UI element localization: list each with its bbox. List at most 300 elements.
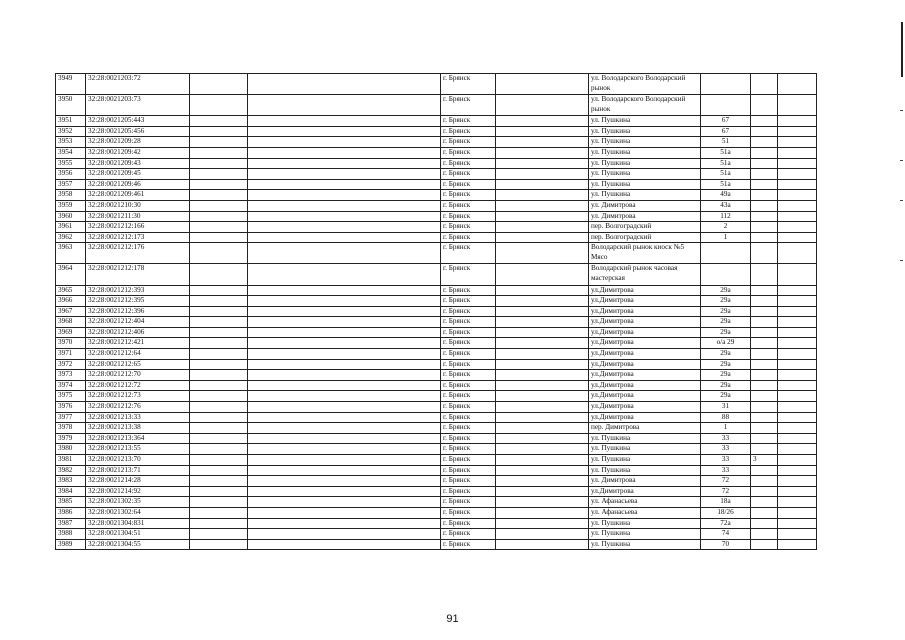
table-cell: ул.Димитрова	[589, 391, 701, 402]
table-cell: г. Брянск	[441, 169, 496, 180]
table-cell: Володарский рынок часовая мастерская	[589, 264, 701, 285]
table-cell	[778, 507, 817, 518]
table-cell: 32:28:0021212:176	[86, 243, 190, 264]
table-cell	[190, 455, 248, 466]
table-cell	[778, 190, 817, 201]
table-cell	[248, 285, 441, 296]
table-cell	[496, 476, 589, 487]
table-cell	[190, 370, 248, 381]
table-cell	[751, 338, 778, 349]
table-cell: г. Брянск	[441, 116, 496, 127]
table-cell: 3951	[56, 116, 86, 127]
table-row	[56, 243, 817, 264]
table-cell: ул.Димитрова	[589, 359, 701, 370]
table-cell: г. Брянск	[441, 412, 496, 423]
table-row	[56, 529, 817, 540]
table-row	[56, 179, 817, 190]
table-cell: 33	[701, 455, 751, 466]
table-cell	[778, 349, 817, 360]
table-cell: г. Брянск	[441, 391, 496, 402]
table-cell: 3988	[56, 529, 86, 540]
table-cell	[778, 243, 817, 264]
table-cell: 72	[701, 486, 751, 497]
table-cell: 32:28:0021302:35	[86, 497, 190, 508]
table-cell: 2	[701, 222, 751, 233]
table-cell: г. Брянск	[441, 327, 496, 338]
table-cell	[778, 476, 817, 487]
table-cell: 88	[701, 412, 751, 423]
table-cell	[778, 137, 817, 148]
registry-table	[55, 73, 817, 550]
table-cell: 51а	[701, 158, 751, 169]
table-row	[56, 486, 817, 497]
table-row	[56, 222, 817, 233]
table-cell	[248, 116, 441, 127]
table-cell: 51а	[701, 147, 751, 158]
table-cell	[751, 433, 778, 444]
table-cell: г. Брянск	[441, 211, 496, 222]
table-cell	[190, 327, 248, 338]
table-cell: Володарский рынок киоск №5 Мясо	[589, 243, 701, 264]
table-cell	[190, 147, 248, 158]
table-cell	[190, 169, 248, 180]
table-cell	[778, 327, 817, 338]
table-cell: 18/26	[701, 507, 751, 518]
table-cell	[248, 412, 441, 423]
table-cell	[248, 137, 441, 148]
table-cell	[496, 158, 589, 169]
table-cell	[778, 433, 817, 444]
table-cell	[778, 317, 817, 328]
table-cell: 32:28:0021213:33	[86, 412, 190, 423]
table-cell	[496, 169, 589, 180]
table-cell	[701, 95, 751, 116]
table-cell: 3961	[56, 222, 86, 233]
table-cell: 3969	[56, 327, 86, 338]
table-cell	[496, 296, 589, 307]
table-cell	[248, 349, 441, 360]
table-cell	[190, 232, 248, 243]
table-cell	[190, 95, 248, 116]
table-cell	[751, 539, 778, 550]
table-cell	[248, 402, 441, 413]
table-cell: 32:28:0021213:364	[86, 433, 190, 444]
table-row	[56, 137, 817, 148]
table-cell: ул.Димитрова	[589, 317, 701, 328]
table-row	[56, 264, 817, 285]
table-cell: г. Брянск	[441, 137, 496, 148]
table-row	[56, 158, 817, 169]
table-cell: г. Брянск	[441, 486, 496, 497]
table-cell: 33	[701, 433, 751, 444]
table-cell: 32:28:0021203:72	[86, 74, 190, 95]
table-cell: 72а	[701, 518, 751, 529]
table-cell: 29а	[701, 285, 751, 296]
table-cell: 18а	[701, 497, 751, 508]
table-cell: г. Брянск	[441, 179, 496, 190]
table-cell: г. Брянск	[441, 190, 496, 201]
table-cell	[190, 222, 248, 233]
table-cell: ул.Димитрова	[589, 285, 701, 296]
table-cell: 3966	[56, 296, 86, 307]
table-cell: 1	[701, 232, 751, 243]
table-cell	[248, 147, 441, 158]
table-cell: г. Брянск	[441, 317, 496, 328]
table-cell	[496, 349, 589, 360]
table-cell: 72	[701, 476, 751, 487]
table-row	[56, 465, 817, 476]
table-cell: 3971	[56, 349, 86, 360]
table-cell: 32:28:0021209:461	[86, 190, 190, 201]
table-cell	[248, 222, 441, 233]
table-cell: 32:28:0021304:51	[86, 529, 190, 540]
page-number: 91	[446, 613, 459, 625]
table-cell	[496, 433, 589, 444]
table-cell: 32:28:0021209:42	[86, 147, 190, 158]
table-cell	[778, 412, 817, 423]
table-cell	[248, 190, 441, 201]
table-cell	[751, 306, 778, 317]
table-cell	[496, 116, 589, 127]
table-cell	[778, 74, 817, 95]
table-cell	[751, 158, 778, 169]
table-cell	[751, 285, 778, 296]
table-cell: 3980	[56, 444, 86, 455]
table-row	[56, 380, 817, 391]
table-cell: ул. Пушкина	[589, 529, 701, 540]
table-cell	[248, 200, 441, 211]
table-cell: г. Брянск	[441, 338, 496, 349]
table-cell: ул. Пушкина	[589, 433, 701, 444]
table-row	[56, 74, 817, 95]
table-cell	[496, 179, 589, 190]
table-cell: 32:28:0021209:43	[86, 158, 190, 169]
table-row	[56, 412, 817, 423]
table-cell: ул. Пушкина	[589, 158, 701, 169]
table-cell	[190, 359, 248, 370]
table-cell	[751, 402, 778, 413]
table-cell: 51	[701, 137, 751, 148]
table-cell: ул. Пушкина	[589, 137, 701, 148]
table-row	[56, 338, 817, 349]
table-cell: 32:28:0021209:28	[86, 137, 190, 148]
table-cell: 29а	[701, 317, 751, 328]
table-cell: 32:28:0021205:456	[86, 126, 190, 137]
table-row	[56, 444, 817, 455]
table-cell	[778, 465, 817, 476]
table-cell	[751, 147, 778, 158]
table-cell	[248, 158, 441, 169]
table-cell: 67	[701, 116, 751, 127]
table-cell	[190, 190, 248, 201]
table-cell: 3964	[56, 264, 86, 285]
table-cell	[778, 539, 817, 550]
table-cell	[248, 529, 441, 540]
table-cell: 3986	[56, 507, 86, 518]
table-cell: 51а	[701, 179, 751, 190]
table-cell	[496, 486, 589, 497]
table-cell	[190, 137, 248, 148]
table-cell	[751, 190, 778, 201]
table-cell: ул.Димитрова	[589, 306, 701, 317]
table-cell	[701, 264, 751, 285]
table-cell: 29а	[701, 359, 751, 370]
table-cell: ул. Володарского Володарский рынок	[589, 95, 701, 116]
table-cell	[751, 444, 778, 455]
table-cell: 3983	[56, 476, 86, 487]
table-cell	[248, 95, 441, 116]
table-cell	[496, 455, 589, 466]
table-cell	[190, 200, 248, 211]
table-cell	[778, 211, 817, 222]
table-cell: 3978	[56, 423, 86, 434]
table-cell	[190, 306, 248, 317]
table-row	[56, 317, 817, 328]
table-cell	[751, 349, 778, 360]
table-cell	[248, 507, 441, 518]
table-cell: 3962	[56, 232, 86, 243]
table-cell	[248, 169, 441, 180]
table-cell: 3975	[56, 391, 86, 402]
table-cell	[778, 116, 817, 127]
table-cell	[751, 476, 778, 487]
page-edge-tick	[900, 200, 903, 201]
table-cell: г. Брянск	[441, 539, 496, 550]
table-cell	[190, 179, 248, 190]
table-cell: г. Брянск	[441, 444, 496, 455]
table-cell: 43а	[701, 200, 751, 211]
table-cell	[248, 370, 441, 381]
table-cell: 3973	[56, 370, 86, 381]
table-row	[56, 296, 817, 307]
table-cell	[751, 507, 778, 518]
table-cell	[496, 126, 589, 137]
table-cell	[751, 200, 778, 211]
table-cell	[496, 444, 589, 455]
table-cell: пер. Волгоградский	[589, 232, 701, 243]
table-cell	[751, 179, 778, 190]
table-cell	[496, 285, 589, 296]
table-cell	[190, 423, 248, 434]
table-cell	[496, 391, 589, 402]
table-cell: ул. Пушкина	[589, 539, 701, 550]
table-cell	[190, 518, 248, 529]
table-cell	[496, 211, 589, 222]
table-cell	[778, 402, 817, 413]
table-cell	[751, 296, 778, 307]
table-cell	[248, 423, 441, 434]
table-row	[56, 306, 817, 317]
table-cell	[751, 518, 778, 529]
table-cell	[190, 497, 248, 508]
table-cell	[778, 529, 817, 540]
table-row	[56, 116, 817, 127]
table-cell	[751, 169, 778, 180]
table-cell: 3950	[56, 95, 86, 116]
table-cell: ул. Пушкина	[589, 126, 701, 137]
table-cell: 32:28:0021203:73	[86, 95, 190, 116]
table-cell	[248, 359, 441, 370]
table-cell	[190, 349, 248, 360]
table-cell	[778, 232, 817, 243]
table-cell: г. Брянск	[441, 349, 496, 360]
table-cell	[496, 232, 589, 243]
table-cell: 32:28:0021213:70	[86, 455, 190, 466]
table-cell: 3984	[56, 486, 86, 497]
table-cell	[778, 126, 817, 137]
table-cell: 3	[751, 455, 778, 466]
table-row	[56, 200, 817, 211]
table-cell	[190, 486, 248, 497]
table-cell: 3970	[56, 338, 86, 349]
table-cell	[496, 137, 589, 148]
table-cell	[496, 200, 589, 211]
table-cell: 32:28:0021212:178	[86, 264, 190, 285]
table-cell	[190, 74, 248, 95]
table-cell: г. Брянск	[441, 465, 496, 476]
table-cell: 70	[701, 539, 751, 550]
table-cell	[778, 359, 817, 370]
table-cell: 32:28:0021212:166	[86, 222, 190, 233]
table-cell: 32:28:0021212:64	[86, 349, 190, 360]
table-cell	[778, 200, 817, 211]
table-cell	[190, 296, 248, 307]
registry-table-body	[56, 74, 817, 550]
table-cell: 3967	[56, 306, 86, 317]
table-cell: г. Брянск	[441, 529, 496, 540]
table-cell: 3954	[56, 147, 86, 158]
table-cell: 32:28:0021205:443	[86, 116, 190, 127]
table-row	[56, 190, 817, 201]
table-cell: 32:28:0021211:30	[86, 211, 190, 222]
table-cell: г. Брянск	[441, 306, 496, 317]
table-cell: 3976	[56, 402, 86, 413]
table-cell	[778, 95, 817, 116]
table-row	[56, 539, 817, 550]
table-cell: 32:28:0021212:72	[86, 380, 190, 391]
table-cell	[778, 380, 817, 391]
table-cell: ул. Афанасьева	[589, 497, 701, 508]
table-cell: 29а	[701, 370, 751, 381]
table-cell	[190, 211, 248, 222]
table-cell	[778, 338, 817, 349]
table-cell	[751, 317, 778, 328]
table-cell	[190, 380, 248, 391]
table-cell	[248, 476, 441, 487]
table-cell	[751, 359, 778, 370]
table-cell: ул. Димитрова	[589, 476, 701, 487]
table-row	[56, 327, 817, 338]
table-cell: пер. Волгоградский	[589, 222, 701, 233]
table-cell	[190, 243, 248, 264]
table-cell	[496, 264, 589, 285]
table-cell: 49а	[701, 190, 751, 201]
table-cell: ул. Пушкина	[589, 116, 701, 127]
table-cell	[190, 507, 248, 518]
table-cell	[248, 497, 441, 508]
table-cell	[496, 243, 589, 264]
table-cell	[496, 359, 589, 370]
table-cell: 1	[701, 423, 751, 434]
table-cell: ул. Пушкина	[589, 179, 701, 190]
table-cell: 29а	[701, 306, 751, 317]
table-cell: ул. Димитрова	[589, 211, 701, 222]
table-cell	[778, 264, 817, 285]
table-cell	[751, 497, 778, 508]
table-cell	[496, 507, 589, 518]
table-row	[56, 211, 817, 222]
table-cell: г. Брянск	[441, 476, 496, 487]
table-cell: 3981	[56, 455, 86, 466]
table-cell	[778, 285, 817, 296]
table-cell	[190, 317, 248, 328]
table-row	[56, 126, 817, 137]
table-cell	[190, 476, 248, 487]
table-cell: ул. Пушкина	[589, 465, 701, 476]
table-cell: 3959	[56, 200, 86, 211]
table-cell: 32:28:0021212:396	[86, 306, 190, 317]
table-cell	[496, 370, 589, 381]
table-cell: ул. Пушкина	[589, 190, 701, 201]
table-cell	[496, 338, 589, 349]
table-cell	[778, 306, 817, 317]
table-row	[56, 507, 817, 518]
table-row	[56, 391, 817, 402]
table-cell	[496, 190, 589, 201]
table-cell	[496, 465, 589, 476]
table-cell	[248, 539, 441, 550]
table-cell	[751, 232, 778, 243]
table-cell: о/а 29	[701, 338, 751, 349]
table-cell: 32:28:0021213:38	[86, 423, 190, 434]
table-cell	[496, 423, 589, 434]
table-cell	[751, 137, 778, 148]
table-cell: 3974	[56, 380, 86, 391]
table-cell	[248, 455, 441, 466]
table-cell: 3989	[56, 539, 86, 550]
table-row	[56, 518, 817, 529]
table-cell: 29а	[701, 349, 751, 360]
table-cell	[778, 147, 817, 158]
table-row	[56, 370, 817, 381]
table-cell	[751, 391, 778, 402]
table-cell	[248, 264, 441, 285]
table-cell: 3987	[56, 518, 86, 529]
table-cell	[778, 497, 817, 508]
table-cell: 3972	[56, 359, 86, 370]
table-cell: ул.Димитрова	[589, 327, 701, 338]
table-cell	[751, 126, 778, 137]
table-cell	[190, 264, 248, 285]
table-cell	[496, 529, 589, 540]
table-cell	[701, 243, 751, 264]
table-cell	[778, 169, 817, 180]
table-cell: 3960	[56, 211, 86, 222]
table-row	[56, 433, 817, 444]
table-cell: 3952	[56, 126, 86, 137]
table-cell	[778, 518, 817, 529]
table-cell: г. Брянск	[441, 264, 496, 285]
table-cell: 3979	[56, 433, 86, 444]
table-cell: 29а	[701, 296, 751, 307]
table-cell	[751, 486, 778, 497]
table-cell: 32:28:0021214:28	[86, 476, 190, 487]
table-cell: г. Брянск	[441, 126, 496, 137]
table-cell: ул. Пушкина	[589, 455, 701, 466]
table-row	[56, 147, 817, 158]
table-cell: 32:28:0021304:55	[86, 539, 190, 550]
table-cell	[248, 338, 441, 349]
